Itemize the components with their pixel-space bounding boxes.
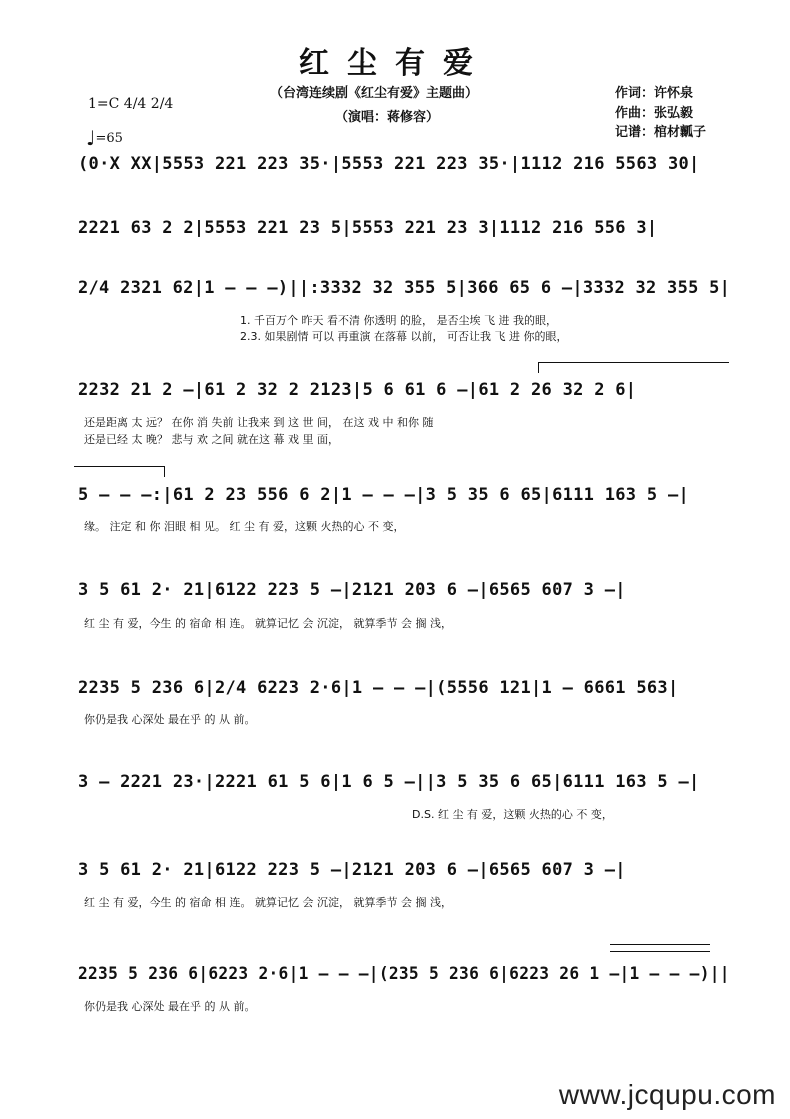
lyric-row-5: 缘。 注定 和 你 泪眼 相 见。 红 尘 有 爱，这颗 火热的心 不 变， <box>84 520 405 533</box>
staff-row-4: 2232 21 2 —|61 2 32 2 2123|5 6 61 6 —|61 2 26 32 2 6| <box>78 380 637 400</box>
lyric-row-8: D.S. 红 尘 有 爱，这颗 火热的心 不 变， <box>412 808 613 821</box>
score-title: 红尘有爱 <box>299 46 491 81</box>
composer-credit: 作曲：张弘毅 <box>615 106 694 121</box>
second-ending-bracket <box>74 466 165 477</box>
staff-row-10: 2235 5 236 6|6223 2·6|1 — — —|(235 5 236 6|6223 26 1 —|1 — — —)|| <box>78 964 730 984</box>
singer-credit: （演唱：蒋修容） <box>335 110 440 125</box>
lyric-row-4-verse-2: 还是已经 太 晚？ 悲与 欢 之间 就在这 幕 戏 里 面， <box>84 433 339 446</box>
staff-row-2: 2221 63 2 2|5553 221 23 5|5553 221 23 3|1112 216 556 3| <box>78 218 658 238</box>
score-subtitle: （台湾连续剧《红尘有爱》主题曲） <box>270 86 479 101</box>
lyric-row-3-verse-1: 1. 千百万个 昨天 看不清 你透明 的脸， 是否尘埃 飞 进 我的眼， <box>240 314 557 327</box>
staff-row-7: 2235 5 236 6|2/4 6223 2·6|1 — — —|(5556 121|1 — 6661 563| <box>78 678 679 698</box>
lyric-row-7: 你仍是我 心深处 最在乎 的 从 前。 <box>84 713 256 726</box>
staff-row-8: 3 — 2221 23·|2221 61 5 6|1 6 5 —||3 5 35 6 65|6111 163 5 —| <box>78 772 700 792</box>
lyric-row-6: 红 尘 有 爱，今生 的 宿命 相 连。 就算记忆 会 沉淀， 就算季节 会 搁 浅， <box>84 617 452 630</box>
staff-row-6: 3 5 61 2· 21|6122 223 5 —|2121 203 6 —|6565 607 3 —| <box>78 580 626 600</box>
site-watermark: www.jcqupu.com <box>558 1079 776 1110</box>
staff-row-5: 5 — — —:|61 2 23 556 6 2|1 — — —|3 5 35 6 65|6111 163 5 —| <box>78 485 690 505</box>
lyric-row-9: 红 尘 有 爱，今生 的 宿命 相 连。 就算记忆 会 沉淀， 就算季节 会 搁 浅， <box>84 896 452 909</box>
first-ending-bracket <box>538 362 729 373</box>
lyric-row-4-verse-1: 还是距离 太 远？ 在你 消 失前 让我来 到 这 世 间， 在这 戏 中 和你 随 <box>84 416 434 429</box>
lyricist-credit: 作词：许怀泉 <box>615 86 694 101</box>
key-signature: 1=C 4/4 2/4 <box>88 96 174 112</box>
decrescendo-mark <box>610 944 710 952</box>
tempo-marking <box>86 126 123 150</box>
lyric-row-10: 你仍是我 心深处 最在乎 的 从 前。 <box>84 1000 256 1013</box>
staff-row-9: 3 5 61 2· 21|6122 223 5 —|2121 203 6 —|6565 607 3 —| <box>78 860 626 880</box>
lyric-row-3-verse-2: 2.3. 如果剧情 可以 再重演 在落幕 以前， 可否让我 飞 进 你的眼， <box>240 330 568 343</box>
transcriber-credit: 记谱：棺材瓤子 <box>615 125 707 140</box>
tempo-value: =65 <box>95 131 123 146</box>
staff-row-1: (0·X XX|5553 221 223 35·|5553 221 223 35·|1112 216 5563 30| <box>78 154 700 174</box>
staff-row-3: 2/4 2321 62|1 — — —)||:3332 32 355 5|366 65 6 —|3332 32 355 5| <box>78 278 731 298</box>
quarter-note-icon: ♩ <box>86 126 96 150</box>
